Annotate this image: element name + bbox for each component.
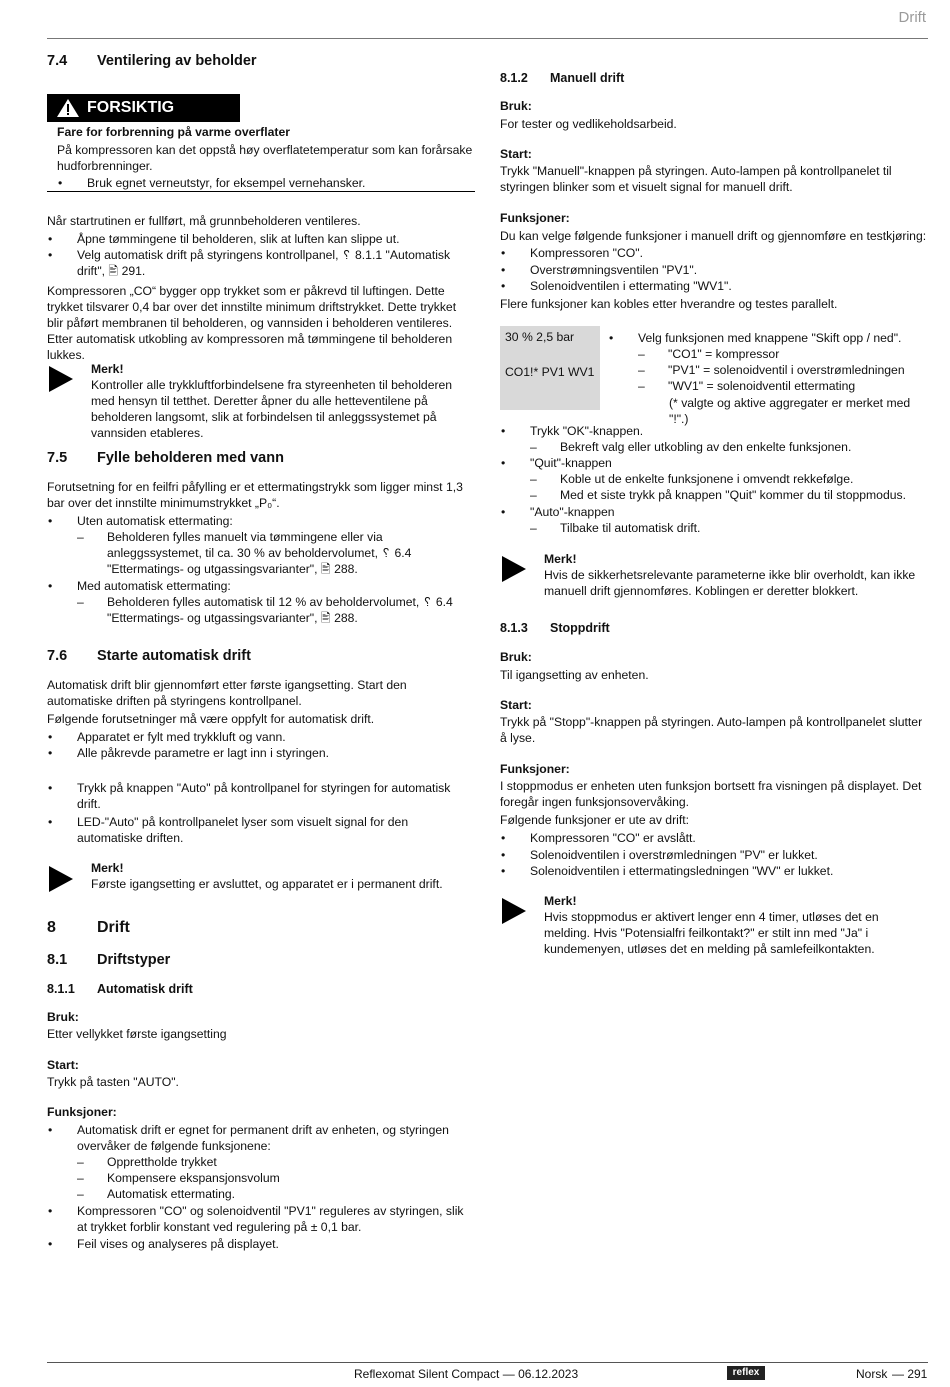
s812-start: Trykk "Manuell"-knappen på styringen. Auto-lampen på kontrollpanelet til styringen blinker som et visuelt signal for manuell drift.: [500, 164, 892, 194]
header-divider: [47, 38, 928, 39]
warning-divider: [47, 191, 475, 192]
s812-quit: • "Quit"-knappen: [500, 455, 928, 471]
s812-funk-label: Funksjoner:: [500, 211, 570, 225]
s811-bullet-2: • Kompressoren "CO" og solenoidventil "PV1" reguleres av styringen, slik at trykket forblir konstant ved regulering på ± 0,1 bar.: [47, 1203, 475, 1235]
s76-bullet-3: • Trykk på knappen "Auto" på kontrollpanel for styringen for automatisk drift.: [47, 780, 475, 812]
heading-8-1-2: 8.1.2 Manuell drift: [500, 71, 625, 85]
s813-bullet-1: • Kompressoren "CO" er avslått.: [500, 830, 928, 846]
display-panel: [500, 326, 600, 410]
s813-note: Merk! Hvis stoppmodus er aktivert lenger enn 4 timer, utløses det en melding. Hvis "Potensialfri feilkontakt?" er stilt inn med "Ja" i kundemenyen, utløses det en melding på samlefeilkontakten.: [544, 894, 879, 956]
warning-heading: Fare for forbrenning på varme overflater: [57, 125, 290, 139]
note-arrow-icon: [49, 866, 73, 892]
footer-page-number: — 291: [892, 1367, 928, 1381]
s76-bullet-4: • LED-"Auto" på kontrollpanelet lyser som visuelt signal for den automatiske driften.: [47, 814, 475, 846]
heading-7-4: 7.4 Ventilering av beholder: [47, 53, 257, 69]
s74-bullet-2: • Velg automatisk drift på styringens kontrollpanel, ␦ 8.1.1 "Automatisk drift", 🖹 291.: [47, 247, 475, 279]
heading-8: 8 Drift: [47, 919, 130, 936]
s76-bullet-2: • Alle påkrevde parametre er lagt inn i styringen.: [47, 745, 475, 761]
footer-divider: [47, 1362, 928, 1363]
s75-dash-1: – Beholderen fylles manuelt via tømmingene eller via anleggssystemet, til ca. 30 % av beholdervolumet, ␦ 6.4 "Ettermatings- og utgassingsvarianter", 🖹 288.: [47, 529, 475, 577]
display-line-2: CO1!* PV1 WV1: [505, 365, 595, 379]
s813-bullet-2: • Solenoidventilen i overstrømledningen "PV" er lukket.: [500, 847, 928, 863]
header-section: Drift: [898, 9, 926, 26]
s811-bullet-1: • Automatisk drift er egnet for permanent drift av enheten, og styringen overvåker de følgende funksjonene:: [47, 1122, 475, 1154]
s812-select-dash-2: – "PV1" = solenoidventil i overstrømledningen: [608, 362, 928, 378]
s75-bullet-1: • Uten automatisk ettermating:: [47, 513, 475, 529]
s74-bullet-1: • Åpne tømmingene til beholderen, slik at luften kan slippe ut.: [47, 231, 475, 247]
s812-select-dash-1: – "CO1" = kompressor: [608, 346, 928, 362]
s812-select-note: (* valgte og aktive aggregater er merket med "!".): [669, 396, 911, 426]
note-arrow-icon: [502, 556, 526, 582]
warning-label: FORSIKTIG: [47, 94, 240, 122]
s812-note: Merk! Hvis de sikkerhetsrelevante parameterne ikke blir overholdt, kan ikke manuell drift gjennomføres. Koblingen er deretter blokkert.: [544, 552, 916, 598]
note-arrow-icon: [502, 898, 526, 924]
heading-7-6: 7.6 Starte automatisk drift: [47, 648, 251, 664]
s76-p1: Automatisk drift blir gjennomført etter første igangsetting. Start den automatiske driften på styringens kontrollpanel.: [47, 678, 407, 708]
s813-bruk-label: Bruk:: [500, 650, 532, 664]
s812-bruk-label: Bruk:: [500, 99, 532, 113]
s812-bruk: For tester og vedlikeholdsarbeid.: [500, 117, 677, 131]
footer-document: Reflexomat Silent Compact — 06.12.2023: [354, 1367, 579, 1381]
display-line-1: 30 % 2,5 bar: [505, 330, 575, 344]
s813-funk-label: Funksjoner:: [500, 762, 570, 776]
s74-note: Merk! Kontroller alle trykkluftforbindelsene fra styreenheten til beholderen med hensyn til tetthet. Deretter åpner du alle hetteventilene på beholderen langsomt, slik at forbindelsen til anleggssystemet på vannsiden etableres.: [91, 362, 453, 440]
s812-funk: Du kan velge følgende funksjoner i manuell drift og gjennomføre en testkjøring:: [500, 229, 927, 243]
s813-start-label: Start:: [500, 698, 532, 712]
s75-intro: Forutsetning for en feilfri påfylling er et ettermatingstrykk som ligger minst 1,3 bar over det innstilte minimumstrykket „P₀“.: [47, 480, 463, 510]
s811-dash-1: – Opprettholde trykket: [47, 1154, 475, 1170]
s74-paragraph: Kompressoren „CO“ bygger opp trykket som er påkrevd til luftingen. Dette trykket tilsvarer 0,4 bar over det innstilte minimum driftstrykket. Dette trykket blir påført membranen til beholderen, og vannsiden i beholderen ventileres. Etter automatisk utkobling av kompressoren må tømmingene til beholderen lukkes.: [47, 284, 457, 362]
s75-dash-2: – Beholderen fylles automatisk til 12 % av beholdervolumet, ␦ 6.4 "Ettermatings- og utgassingsvarianter", 🖹 288.: [47, 594, 475, 626]
heading-8-1-1: 8.1.1 Automatisk drift: [47, 982, 193, 996]
s812-auto-dash: – Tilbake til automatisk drift.: [500, 520, 928, 536]
s76-note: Merk! Første igangsetting er avsluttet, og apparatet er i permanent drift.: [91, 861, 443, 891]
s811-start-label: Start:: [47, 1058, 79, 1072]
warning-bullet: • Bruk egnet verneutstyr, for eksempel vernehansker.: [57, 175, 475, 191]
s812-bullet-1: • Kompressoren "CO".: [500, 245, 928, 261]
s812-ok: • Trykk "OK"-knappen.: [500, 423, 928, 439]
heading-8-1: 8.1 Driftstyper: [47, 952, 171, 968]
s74-intro: Når startrutinen er fullført, må grunnbeholderen ventileres.: [47, 214, 361, 228]
note-arrow-icon: [49, 366, 73, 392]
reflex-logo: reflex: [727, 1366, 765, 1380]
s812-select-dash-3: – "WV1" = solenoidventil ettermating: [608, 378, 928, 394]
s811-bullet-3: • Feil vises og analyseres på displayet.: [47, 1236, 475, 1252]
s813-bullet-3: • Solenoidventilen i ettermatingsledningen "WV" er lukket.: [500, 863, 928, 879]
s75-bullet-2: • Med automatisk ettermating:: [47, 578, 475, 594]
s76-bullet-1: • Apparatet er fylt med trykkluft og vann.: [47, 729, 475, 745]
s811-funk-label: Funksjoner:: [47, 1105, 117, 1119]
warning-text: På kompressoren kan det oppstå høy overflatetemperatur som kan forårsake hudforbrenninger.: [57, 143, 473, 173]
s813-funk: I stoppmodus er enheten uten funksjon bortsett fra visningen på displayet. Det foregår ingen funksjonsovervåking.: [500, 779, 922, 809]
heading-7-5: 7.5 Fylle beholderen med vann: [47, 450, 284, 466]
s811-bruk: Etter vellykket første igangsetting: [47, 1027, 227, 1041]
s811-dash-2: – Kompensere ekspansjonsvolum: [47, 1170, 475, 1186]
s812-quit-dash-1: – Koble ut de enkelte funksjonene i omvendt rekkefølge.: [500, 471, 928, 487]
s813-start: Trykk på "Stopp"-knappen på styringen. Auto-lampen på kontrollpanelet slutter å lyse.: [500, 715, 923, 745]
s812-quit-dash-2: – Med et siste trykk på knappen "Quit" kommer du til stoppmodus.: [500, 487, 928, 503]
footer-language: Norsk: [856, 1367, 888, 1381]
s812-bullet-2: • Overstrømningsventilen "PV1".: [500, 262, 928, 278]
warning-icon: [56, 98, 80, 118]
s811-start: Trykk på tasten "AUTO".: [47, 1075, 179, 1089]
s812-ok-dash: – Bekreft valg eller utkobling av den enkelte funksjonen.: [500, 439, 928, 455]
s812-auto: • "Auto"-knappen: [500, 504, 928, 520]
s812-bullet-3: • Solenoidventilen i ettermating "WV1".: [500, 278, 928, 294]
heading-8-1-3: 8.1.3 Stoppdrift: [500, 621, 610, 635]
s812-after: Flere funksjoner kan kobles etter hverandre og testes parallelt.: [500, 297, 838, 311]
s811-bruk-label: Bruk:: [47, 1010, 79, 1024]
s811-dash-3: – Automatisk ettermating.: [47, 1186, 475, 1202]
s812-start-label: Start:: [500, 147, 532, 161]
s813-bruk: Til igangsetting av enheten.: [500, 668, 649, 682]
s76-p2: Følgende forutsetninger må være oppfylt for automatisk drift.: [47, 712, 375, 726]
s812-select: • Velg funksjonen med knappene "Skift opp / ned".: [608, 330, 928, 346]
s813-funk2: Følgende funksjoner er ute av drift:: [500, 813, 690, 827]
